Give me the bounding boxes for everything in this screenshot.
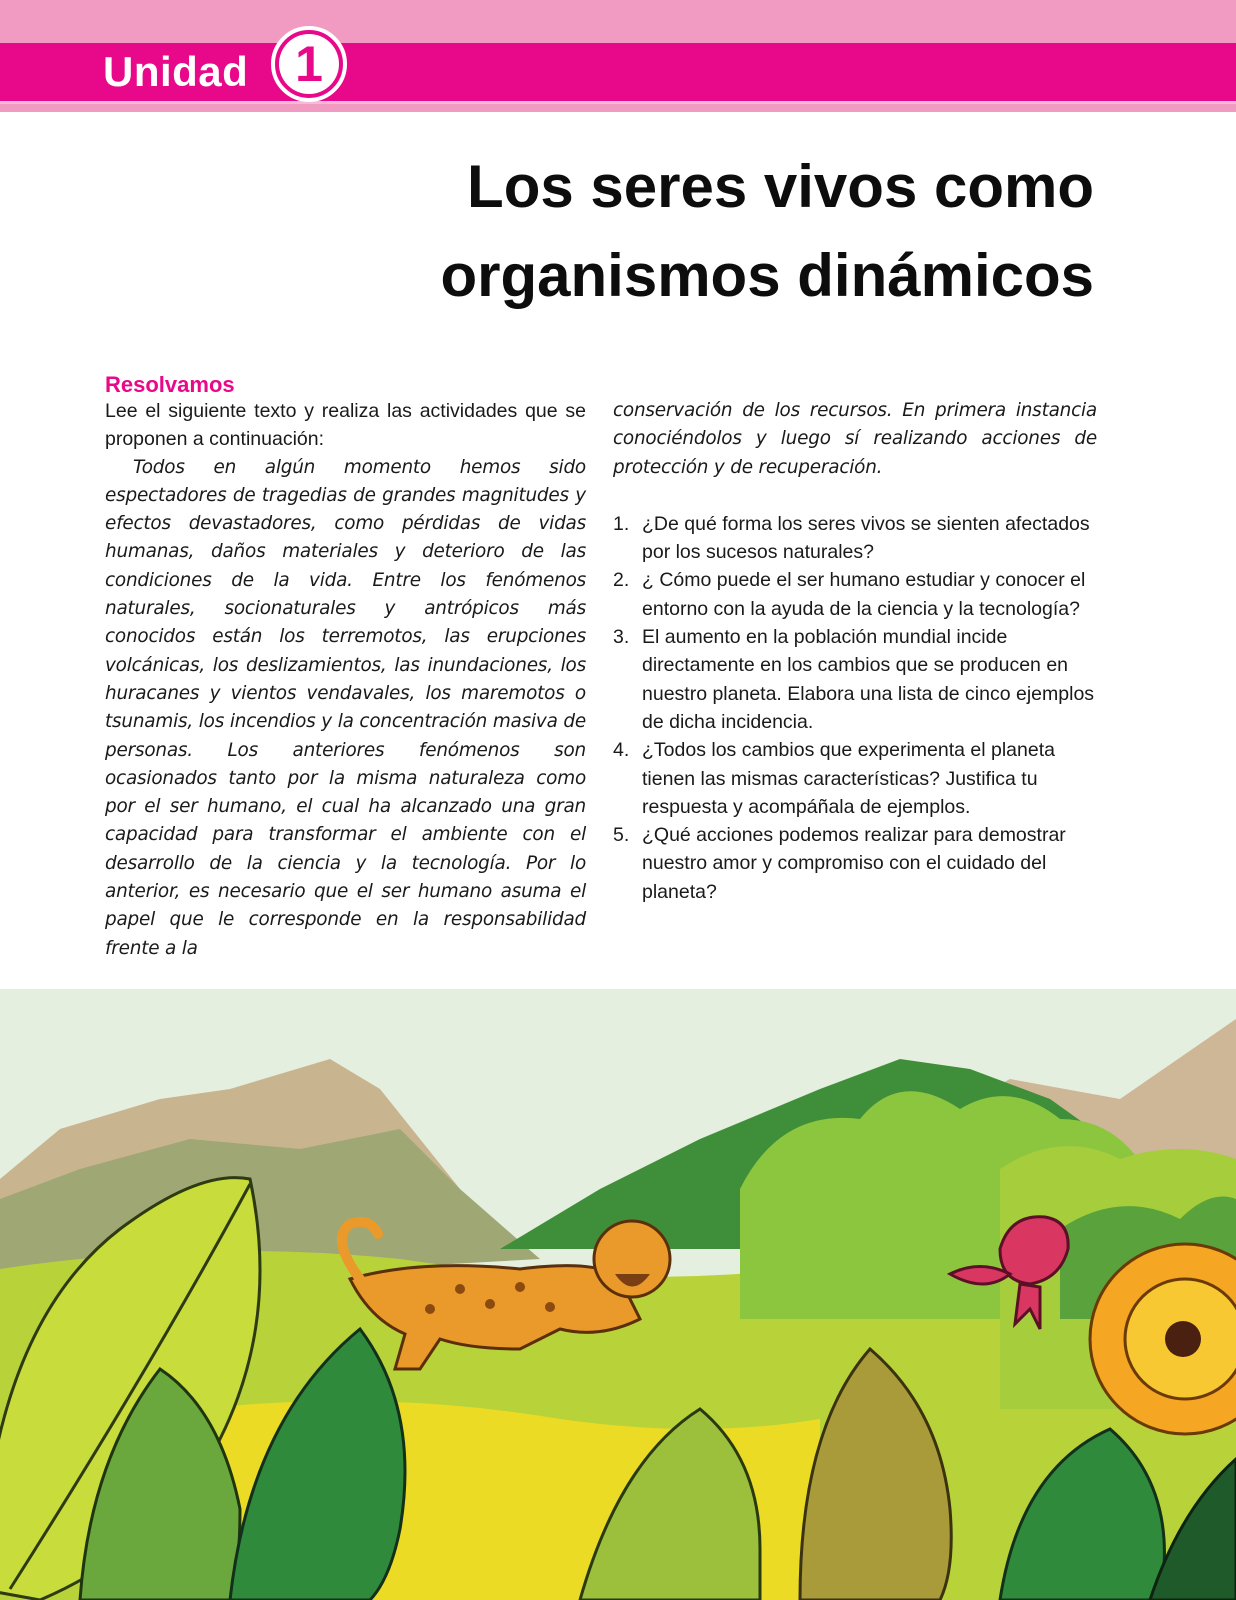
question-number: 3. <box>613 626 630 649</box>
question-text: El aumento en la población mundial incide directamente en los cambios que se producen en nuestro planeta. Elabora una lista de cinco ejemplos de dicha incidencia. <box>642 626 1095 733</box>
question-text: ¿Todos los cambios que experimenta el planeta tienen las mismas características? Justifica tu respuesta y acompáñala de ejemplos. <box>642 739 1055 818</box>
unit-number-badge <box>271 26 347 102</box>
question-item <box>613 623 1097 736</box>
left-column <box>105 397 586 963</box>
question-list <box>613 510 1097 906</box>
section-heading: Resolvamos <box>105 372 235 397</box>
jaguar-spot <box>425 1304 435 1314</box>
unit-label: Unidad <box>103 48 249 95</box>
jaguar-spot <box>455 1284 465 1294</box>
right-column <box>613 397 1097 906</box>
question-text: ¿ Cómo puede el ser humano estudiar y conocer el entorno con la ayuda de la ciencia y la tecnología? <box>642 569 1086 620</box>
page-title-line-2: organismos dinámicos <box>440 242 1094 309</box>
reading-paragraph-part-1: Todos en algún momento hemos sido espectadores de tragedias de grandes magnitudes y efectos devastadores, como pérdidas de vidas humanas, daños materiales y deterioro de las condiciones de la vida. Entre los fenómenos naturales, socionaturales y antrópicos más conocidos están los terremotos, las erupciones volcánicas, los deslizamientos, las inundaciones, los huracanes y vientos vendavales, los maremotos o tsunamis, los incendios y la concentración masiva de personas. Los anteriores fenómenos son ocasionados tanto por la misma naturaleza como por el ser humano, el cual ha alcanzado una gran capacidad para transformar el ambiente con el desarrollo de la ciencia y la tecnología. Por lo anterior, es necesario que el ser humano asuma el papel que le corresponde en la responsabilidad frente a la <box>105 456 586 959</box>
question-item <box>613 736 1097 821</box>
question-number: 2. <box>613 569 630 592</box>
question-item <box>613 821 1097 906</box>
page-title-line-1: Los seres vivos como <box>467 153 1094 220</box>
jaguar-spot <box>545 1302 555 1312</box>
question-text: ¿Qué acciones podemos realizar para demostrar nuestro amor y compromiso con el cuidado del planeta? <box>642 824 1066 903</box>
question-number: 5. <box>613 824 630 847</box>
question-text: ¿De qué forma los seres vivos se sienten afectados por los sucesos naturales? <box>642 512 1090 564</box>
question-number: 1. <box>613 512 630 535</box>
page-title <box>194 142 1094 320</box>
question-item <box>613 510 1097 567</box>
question-number: 4. <box>613 739 630 762</box>
question-item <box>613 566 1097 623</box>
jaguar-spot <box>485 1299 495 1309</box>
intro-paragraph: Lee el siguiente texto y realiza las actividades que se proponen a continuación: <box>105 400 586 451</box>
unit-number: 1 <box>279 34 339 94</box>
jungle-illustration <box>0 989 1236 1600</box>
jaguar-spot <box>515 1282 525 1292</box>
reading-paragraph-part-2: conservación de los recursos. En primera instancia conociéndolos y luego sí realizando acciones de protección y de recuperación. <box>613 400 1097 478</box>
flower-center <box>1165 1321 1201 1357</box>
unit-band-divider <box>0 101 1236 104</box>
